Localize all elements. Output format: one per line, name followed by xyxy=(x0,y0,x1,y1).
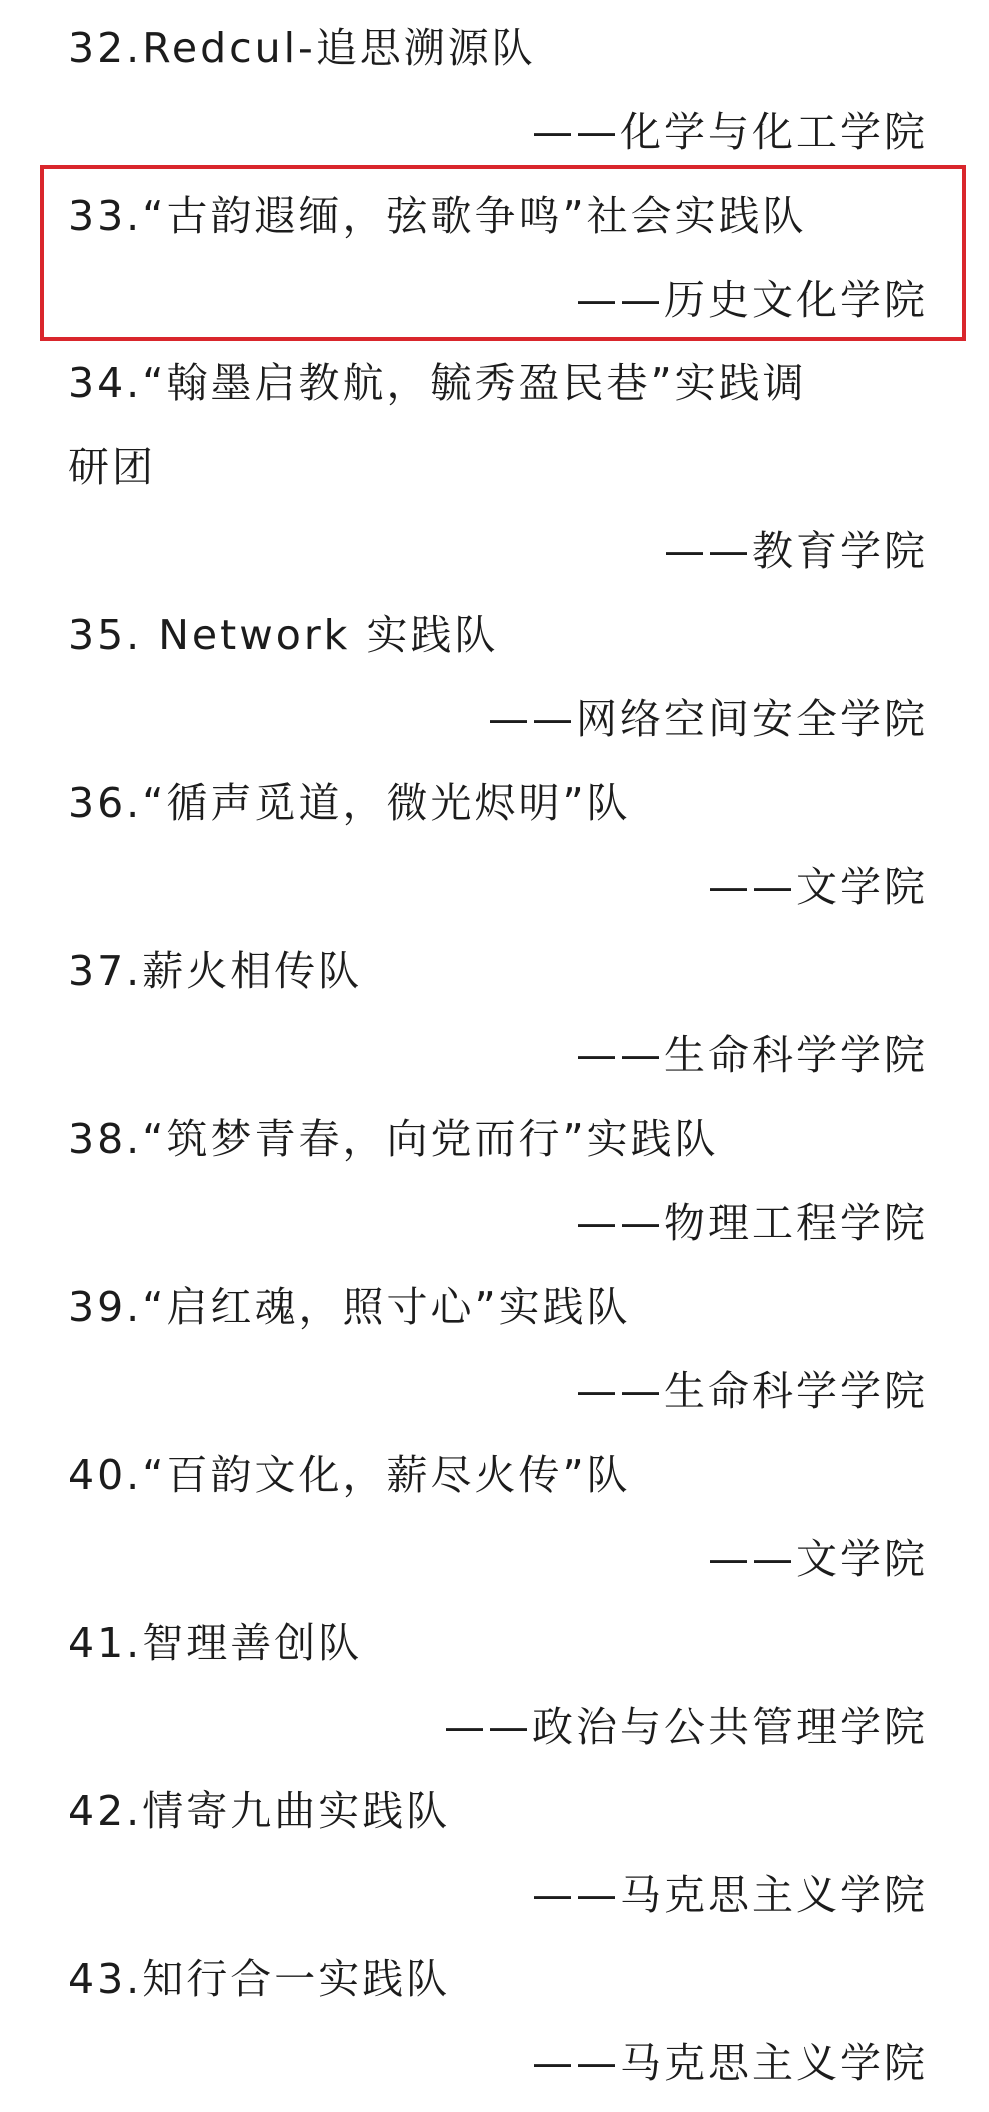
entry-38-college: ——物理工程学院 xyxy=(576,1199,928,1247)
entry-43-title: 43.知行合一实践队 xyxy=(68,1955,451,2003)
entry-40-title: 40.“百韵文化，薪尽火传”队 xyxy=(68,1451,631,1499)
entry-41-college: ——政治与公共管理学院 xyxy=(444,1703,928,1751)
entry-40-college: ——文学院 xyxy=(708,1535,928,1583)
entry-37-title: 37.薪火相传队 xyxy=(68,947,363,995)
entry-39-title: 39.“启红魂，照寸心”实践队 xyxy=(68,1283,631,1331)
entry-33-college: ——历史文化学院 xyxy=(576,276,928,324)
entry-39-college: ——生命科学学院 xyxy=(576,1367,928,1415)
entry-34-title-line1: 34.“翰墨启教航，毓秀盈民巷”实践调 xyxy=(68,359,807,407)
entry-32-title: 32.Redcul-追思溯源队 xyxy=(68,24,536,72)
entry-35-college: ——网络空间安全学院 xyxy=(488,695,928,743)
entry-32-college: ——化学与化工学院 xyxy=(532,108,928,156)
entry-36-college: ——文学院 xyxy=(708,863,928,911)
entry-41-title: 41.智理善创队 xyxy=(68,1619,363,1667)
entry-42-college: ——马克思主义学院 xyxy=(532,1871,928,1919)
entry-34-title-line2: 研团 xyxy=(68,443,156,491)
entry-37-college: ——生命科学学院 xyxy=(576,1031,928,1079)
entry-33-title: 33.“古韵遐缅，弦歌争鸣”社会实践队 xyxy=(68,192,807,240)
entry-34-college: ——教育学院 xyxy=(664,527,928,575)
entry-35-title: 35. Network 实践队 xyxy=(68,611,499,659)
entry-42-title: 42.情寄九曲实践队 xyxy=(68,1787,451,1835)
entry-38-title: 38.“筑梦青春，向党而行”实践队 xyxy=(68,1115,719,1163)
entry-36-title: 36.“循声觅道，微光烬明”队 xyxy=(68,779,631,827)
entry-43-college: ——马克思主义学院 xyxy=(532,2039,928,2087)
